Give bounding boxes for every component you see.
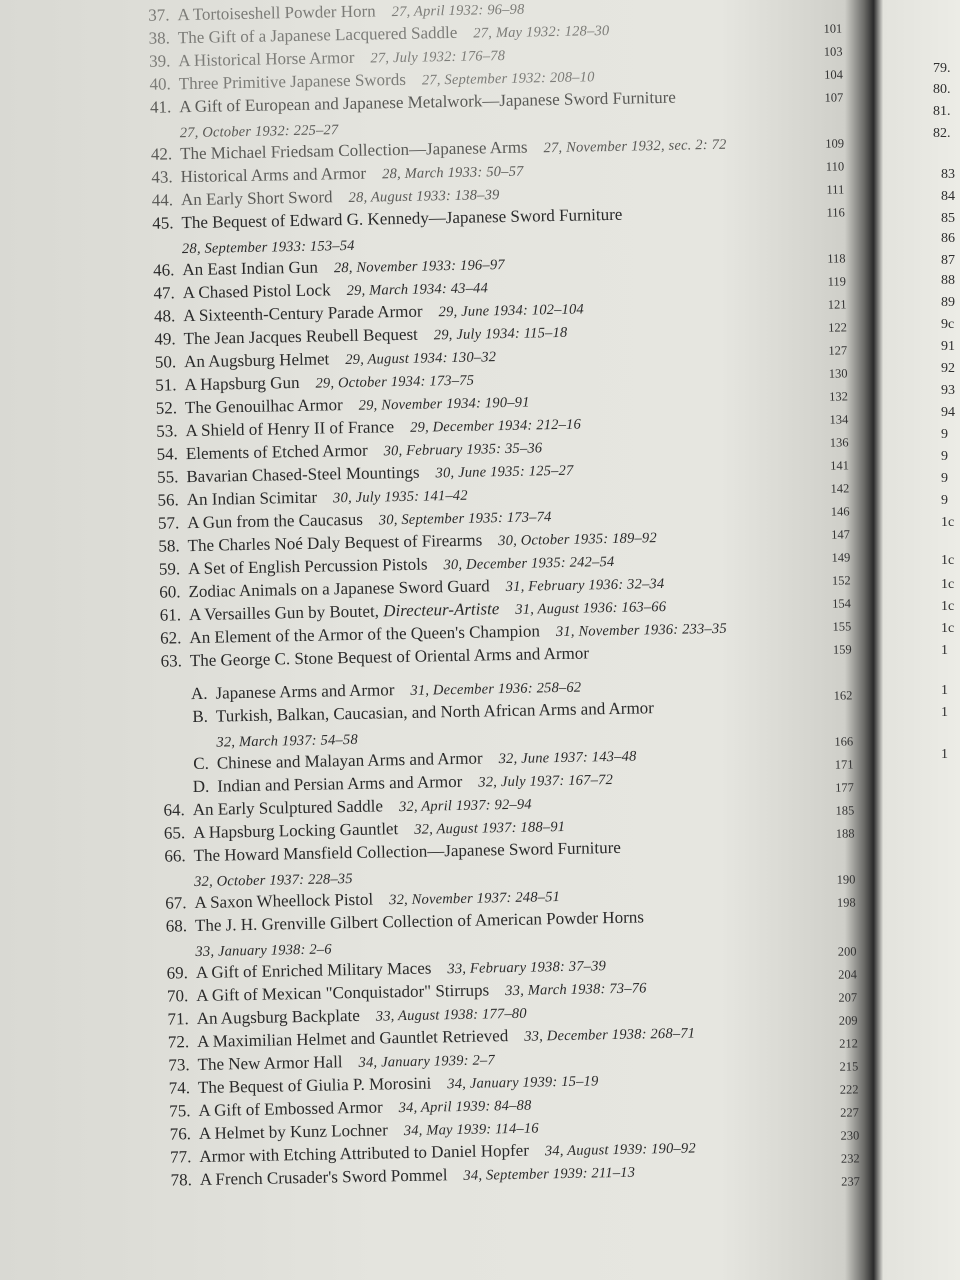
bibliography-entry <box>130 255 505 280</box>
entry-citation: 28, September 1933: 153–54 <box>181 237 355 258</box>
entry-title: Chinese and Malayan Arms and Armor <box>216 748 483 773</box>
entry-citation: 27, April 1932: 96–98 <box>391 1 525 21</box>
entry-title: Three Primitive Japanese Swords <box>178 69 407 94</box>
page-number: 136 <box>829 435 849 450</box>
facing-page-number: 1c <box>941 599 955 614</box>
entry-number: 65. <box>163 823 186 843</box>
page-number: 188 <box>835 826 855 841</box>
entry-citation: 30, February 1935: 35–36 <box>383 440 543 460</box>
entry-number: 43. <box>151 167 173 187</box>
entry-citation: 28, August 1933: 138–39 <box>348 187 500 206</box>
entry-title: A Hapsburg Locking Gauntlet <box>192 819 399 843</box>
facing-page-number: 88 <box>941 273 955 288</box>
bibliography-entry <box>135 507 552 532</box>
entry-citation: 30, June 1935: 125–27 <box>435 462 574 482</box>
facing-page-number: 80. <box>933 82 951 97</box>
entry-citation: 34, May 1939: 114–16 <box>403 1120 539 1140</box>
entry-citation: 32, April 1937: 92–94 <box>398 796 532 816</box>
entry-title: Armor with Etching Attributed to Daniel Hopfer <box>199 1140 530 1167</box>
page-number: 146 <box>830 504 850 519</box>
entry-citation: 34, August 1939: 190–92 <box>544 1140 696 1160</box>
facing-page-number: 1 <box>941 747 948 762</box>
page-number: 171 <box>834 757 854 772</box>
entry-citation: 29, October 1934: 173–75 <box>315 372 475 392</box>
entry-title: The Gift of a Japanese Lacquered Saddle <box>177 22 458 48</box>
entry-number: 41. <box>149 97 172 117</box>
entry-number: 39. <box>148 51 171 71</box>
page-number: 127 <box>828 343 848 358</box>
bibliography-entry <box>126 21 610 48</box>
bibliography-entry <box>132 347 496 371</box>
entry-citation: 31, November 1936: 233–35 <box>555 620 727 641</box>
page-number: 222 <box>839 1082 859 1097</box>
bibliography-entry <box>146 1071 599 1097</box>
page-number: 177 <box>835 780 855 795</box>
entry-citation: 34, April 1939: 84–88 <box>398 1097 532 1117</box>
page-number: 119 <box>827 274 847 289</box>
facing-page-number: 87 <box>941 253 955 268</box>
entry-number: 38. <box>148 28 171 48</box>
page-number: 141 <box>830 458 850 473</box>
entry-number: 75. <box>169 1101 191 1121</box>
entry-citation: 30, October 1935: 189–92 <box>498 530 658 550</box>
bibliography-entry <box>132 371 474 395</box>
facing-page-number: 1c <box>941 621 955 636</box>
facing-page-number: 83 <box>941 167 955 182</box>
page-number: 147 <box>831 527 851 542</box>
page-number: 111 <box>826 182 845 197</box>
page-number: 227 <box>840 1105 860 1120</box>
page-number: 237 <box>841 1174 861 1189</box>
bibliography-entry <box>146 1096 531 1121</box>
entry-title: A Chased Pistol Lock <box>182 280 331 303</box>
entry-number: 67. <box>165 893 187 913</box>
entry-citation: 31, December 1936: 258–62 <box>410 679 582 699</box>
facing-page-number: 85 <box>941 211 955 226</box>
entry-citation: 29, December 1934: 212–16 <box>409 416 582 436</box>
entry-number: 63. <box>160 651 183 671</box>
sub-entry <box>165 770 613 796</box>
entry-citation: 29, March 1934: 43–44 <box>346 280 489 300</box>
entry-number: 40. <box>149 74 171 94</box>
entry-title: A Historical Horse Armor <box>178 47 355 71</box>
entry-number: 70. <box>166 986 189 1006</box>
facing-page-number: 1 <box>941 683 948 698</box>
page-number: 190 <box>836 872 856 887</box>
page-number: 200 <box>837 944 857 959</box>
page-number: 132 <box>829 389 849 404</box>
entry-number: 46. <box>152 260 175 280</box>
bibliography-entry <box>148 1163 636 1190</box>
entry-number: 50. <box>154 352 177 372</box>
entry-number: 77. <box>169 1147 192 1167</box>
facing-page-number: 84 <box>941 189 955 204</box>
entry-title: The Michael Friedsam Collection—Japanese Arms <box>179 137 528 164</box>
bibliography-entry <box>145 1050 495 1074</box>
entry-number: 64. <box>163 800 185 820</box>
entry-number: 73. <box>168 1055 190 1075</box>
entry-number: 58. <box>158 536 180 556</box>
bibliography-entry <box>143 908 645 960</box>
entry-title: A Set of English Percussion Pistols <box>187 554 428 579</box>
entry-title: A Gun from the Caucasus <box>187 509 364 533</box>
bibliography-entry <box>129 206 623 258</box>
entry-citation: 34, September 1939: 211–13 <box>463 1164 636 1184</box>
entry-citation: 33, August 1938: 177–80 <box>375 1005 527 1025</box>
bibliography-entry <box>147 1118 539 1143</box>
bibliography-entry <box>145 1023 695 1051</box>
entry-citation: 27, November 1932, sec. 2: 72 <box>543 136 727 157</box>
facing-page-number: 1c <box>941 515 955 530</box>
entry-title: A Tortoiseshell Powder Horn <box>177 1 376 25</box>
entry-citation: 32, June 1937: 143–48 <box>498 748 637 768</box>
page-number: 162 <box>833 688 853 703</box>
facing-page-number: 89 <box>941 295 955 310</box>
entry-number: 48. <box>153 306 176 326</box>
sub-entry <box>163 678 581 704</box>
page-number: 109 <box>825 136 845 151</box>
page-number: 215 <box>839 1059 859 1074</box>
page-number: 212 <box>839 1036 859 1051</box>
entry-title: Japanese Arms and Armor <box>215 680 395 703</box>
entry-number: 44. <box>151 190 174 210</box>
entry-number: 56. <box>157 490 179 510</box>
bibliography-entry <box>145 1004 527 1029</box>
page-number: 149 <box>831 550 851 565</box>
entry-number: 51. <box>155 375 177 395</box>
bibliography-entry <box>141 817 565 843</box>
bibliography-entry <box>136 574 664 602</box>
entry-citation: 30, July 1935: 141–42 <box>332 487 468 507</box>
entry-number: 55. <box>156 467 179 487</box>
entry-number: 42. <box>150 144 173 164</box>
facing-page-number: 1c <box>941 553 955 568</box>
entry-title: The New Armor Hall <box>197 1052 343 1075</box>
entry-citation: 31, February 1936: 32–34 <box>505 575 665 596</box>
page-number: 166 <box>834 734 854 749</box>
entry-title: The Genouilhac Armor <box>184 395 343 418</box>
entry-citation: 27, October 1932: 225–27 <box>179 122 339 142</box>
entry-title: Historical Arms and Armor <box>180 163 367 187</box>
entry-title: The Jean Jacques Reubell Bequest <box>183 324 418 349</box>
facing-page-number: 79. <box>933 61 951 76</box>
page-number: 232 <box>840 1151 860 1166</box>
facing-page-number: 9 <box>941 493 948 508</box>
entry-title: An Early Sculptured Saddle <box>192 796 384 820</box>
entry-number: 78. <box>170 1170 193 1190</box>
bibliography-entry <box>131 299 584 325</box>
facing-page-number: 94 <box>941 405 955 420</box>
entry-number: 59. <box>158 559 181 579</box>
entry-citation: 30, September 1935: 173–74 <box>378 509 552 529</box>
entry-citation: 34, January 1939: 2–7 <box>358 1052 495 1071</box>
entry-title: The George C. Stone Bequest of Oriental Arms and Armor <box>189 643 590 671</box>
entry-title: Bavarian Chased-Steel Mountings <box>186 462 420 487</box>
bibliography-entry <box>134 438 543 463</box>
facing-page-number: 93 <box>941 383 955 398</box>
entry-title: The Charles Noé Daly Bequest of Firearms <box>187 530 483 556</box>
entry-title: A Helmet by Kunz Lochner <box>198 1120 388 1144</box>
bibliography-entry <box>141 795 532 820</box>
entry-title: An East Indian Gun <box>182 257 319 280</box>
entry-title: The Bequest of Edward G. Kennedy—Japanese Sword Furniture <box>181 204 623 233</box>
entry-title: A Sixteenth-Century Parade Armor <box>183 301 423 326</box>
page-number: 134 <box>829 412 849 427</box>
bibliography-entry <box>133 415 581 441</box>
page-number: 101 <box>823 21 843 36</box>
entry-citation: 27, July 1932: 176–78 <box>370 47 506 67</box>
entry-title: A Versailles Gun by Boutet, <box>188 601 384 625</box>
bibliography-entry <box>144 956 606 982</box>
bibliography-entry <box>142 887 560 913</box>
bibliography-entry <box>144 978 647 1005</box>
entry-number: 69. <box>166 963 189 983</box>
entry-citation: 31, August 1936: 163–66 <box>515 598 667 618</box>
entry-title: A Gift of Mexican "Conquistador" Stirrups <box>196 980 490 1006</box>
page-number: 118 <box>827 251 846 266</box>
bibliography-entry <box>131 278 488 302</box>
bibliography-entry <box>129 185 500 210</box>
entry-citation: 29, November 1934: 190–91 <box>358 394 530 414</box>
entry-number: 47. <box>153 283 175 303</box>
entry-number: 57. <box>157 513 180 533</box>
entry-number: A. <box>190 683 208 704</box>
bibliography-entry <box>136 528 657 556</box>
entry-number: 45. <box>152 213 174 233</box>
bibliography-entry <box>133 393 530 418</box>
entry-number: 61. <box>159 605 182 625</box>
page-number: 185 <box>835 803 855 818</box>
facing-page-number: 86 <box>941 231 955 246</box>
entry-citation: 32, November 1937: 248–51 <box>389 889 561 909</box>
facing-page-number: 1 <box>941 643 948 658</box>
facing-page-number: 82. <box>933 126 951 141</box>
entry-number: 37. <box>148 5 170 25</box>
entry-title: A Hapsburg Gun <box>184 372 300 395</box>
page-number: 103 <box>823 44 843 59</box>
entry-citation: 32, July 1937: 167–72 <box>478 771 614 791</box>
entry-number: 66. <box>164 846 186 866</box>
page-number: 142 <box>830 481 850 496</box>
page-number: 104 <box>824 67 844 82</box>
page-number: 230 <box>840 1128 860 1143</box>
entry-citation: 29, June 1934: 102–104 <box>438 301 585 321</box>
bibliography-entry <box>141 839 621 891</box>
entry-title: Elements of Etched Armor <box>185 440 368 464</box>
page-number: 116 <box>826 205 845 220</box>
entry-title: A Shield of Henry II of France <box>185 417 395 441</box>
bibliography-entry <box>138 644 589 670</box>
facing-page-number: 81. <box>933 104 951 119</box>
entry-citation: 32, October 1937: 228–35 <box>193 871 353 891</box>
facing-page-number: 92 <box>941 361 955 376</box>
entry-number: 54. <box>156 444 179 464</box>
page-number: 154 <box>832 596 852 611</box>
entry-number: B. <box>192 706 209 727</box>
entry-citation: 29, July 1934: 115–18 <box>433 324 568 344</box>
facing-page-number: 9 <box>941 427 948 442</box>
entry-number: D. <box>192 776 210 797</box>
entry-citation: 28, November 1933: 196–97 <box>333 256 505 277</box>
page-number: 155 <box>832 619 852 634</box>
bibliography-entry <box>132 323 568 349</box>
entry-title: Turkish, Balkan, Caucasian, and North African Arms and Armor <box>215 698 655 726</box>
bibliography-entry <box>126 46 505 71</box>
entry-citation: 30, December 1935: 242–54 <box>443 553 615 574</box>
page-number: 152 <box>831 573 851 588</box>
entry-number: 76. <box>169 1124 192 1144</box>
facing-page-number: 1c <box>941 577 955 592</box>
page-number: 209 <box>838 1013 858 1028</box>
page-number: 130 <box>828 366 848 381</box>
entry-title-italic: Directeur-Artiste <box>383 599 500 621</box>
facing-page-number: 9 <box>941 471 948 486</box>
facing-page-number: 9 <box>941 449 948 464</box>
page-number: 198 <box>836 895 856 910</box>
entry-title: An Indian Scimitar <box>186 487 318 510</box>
entry-title: An Early Short Sword <box>180 187 333 210</box>
bibliography-entry <box>128 162 523 187</box>
entry-citation: 32, August 1937: 188–91 <box>414 818 566 838</box>
bibliography-entry <box>136 552 615 579</box>
entry-citation: 32, March 1937: 54–58 <box>216 731 358 751</box>
page-number: 122 <box>827 320 847 335</box>
entry-number: 52. <box>155 398 178 418</box>
entry-title: A Saxon Wheellock Pistol <box>194 889 374 913</box>
sub-entry <box>165 747 637 774</box>
entry-citation: 27, May 1932: 128–30 <box>473 22 610 42</box>
entry-citation: 28, March 1933: 50–57 <box>381 163 524 183</box>
entry-citation: 29, August 1934: 130–32 <box>345 349 497 369</box>
page-number: 159 <box>832 642 852 657</box>
page-number: 207 <box>838 990 858 1005</box>
sub-entry <box>164 699 655 751</box>
entry-title: A Gift of Embossed Armor <box>198 1097 383 1121</box>
page-number: 110 <box>825 159 845 174</box>
bibliography-entry <box>135 486 468 510</box>
entry-number: C. <box>193 753 210 774</box>
entry-number: 60. <box>159 582 181 602</box>
entry-title: A Gift of European and Japanese Metalwork—Japanese Sword Furniture <box>179 87 676 117</box>
page-number: 121 <box>827 297 847 312</box>
entry-citation: 33, February 1938: 37–39 <box>447 958 607 978</box>
entry-number: 71. <box>167 1009 189 1029</box>
entry-title: An Augsburg Helmet <box>183 349 330 372</box>
entry-title: A Gift of Enriched Military Maces <box>195 958 432 983</box>
entry-title: The J. H. Grenville Gilbert Collection of American Powder Horns <box>194 907 645 936</box>
entry-title: The Bequest of Giulia P. Morosini <box>197 1073 432 1098</box>
entry-title: A Maximilian Helmet and Gauntlet Retrieved <box>197 1026 509 1052</box>
page-number: 204 <box>838 967 858 982</box>
bibliography-entry <box>127 89 676 142</box>
entry-title: A French Crusader's Sword Pommel <box>199 1165 448 1189</box>
entry-title: An Element of the Armor of the Queen's Champion <box>189 621 541 648</box>
entry-citation: 27, September 1932: 208–10 <box>421 69 595 89</box>
entry-citation: 33, January 1938: 2–6 <box>195 941 332 961</box>
entry-number: 62. <box>160 628 182 648</box>
entry-title: The Howard Mansfield Collection—Japanese Sword Furniture <box>193 837 622 866</box>
page-number: 107 <box>824 90 844 105</box>
entry-title: An Augsburg Backplate <box>196 1005 360 1029</box>
entry-title: Indian and Persian Arms and Armor <box>217 771 463 796</box>
facing-page-number: 9c <box>941 317 955 332</box>
entry-title: Zodiac Animals on a Japanese Sword Guard <box>188 576 490 602</box>
entry-number: 49. <box>154 329 176 349</box>
entry-number: 74. <box>168 1078 191 1098</box>
facing-page-number: 1 <box>941 705 948 720</box>
entry-number: 72. <box>167 1032 190 1052</box>
entry-citation: 33, March 1938: 73–76 <box>505 980 647 1000</box>
bibliography-entry <box>125 0 524 25</box>
bibliography-entry <box>137 597 667 625</box>
bibliography-entry <box>134 461 573 487</box>
facing-page-number: 91 <box>941 339 955 354</box>
entry-citation: 33, December 1938: 268–71 <box>524 1025 696 1045</box>
entry-number: 53. <box>156 421 178 441</box>
entry-number: 68. <box>165 916 188 936</box>
entry-citation: 34, January 1939: 15–19 <box>447 1073 599 1093</box>
